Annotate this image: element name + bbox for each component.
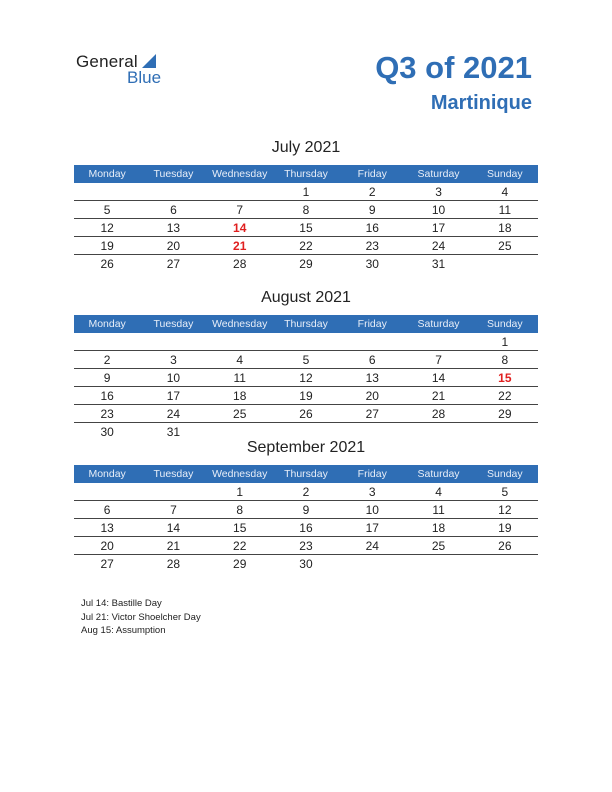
day-cell: 4 [435,485,442,499]
day-cell: 12 [299,371,313,385]
day-cell: 5 [302,353,310,367]
weekday-label: Wednesday [212,318,268,330]
weekday-label: Thursday [284,318,328,330]
day-cell: 19 [100,239,114,253]
page-subtitle: Martinique [430,92,532,114]
weekday-label: Sunday [487,468,523,480]
day-cell: 6 [368,353,376,367]
week-row [74,183,538,201]
day-cell: 14 [166,521,181,535]
holiday-notes [81,597,201,638]
day-cell: 20 [365,389,379,403]
day-cell: 17 [431,221,446,235]
weekday-label: Sunday [487,168,523,180]
day-cell: 31 [431,257,446,271]
day-cell [74,183,140,200]
day-cell: 2 [103,353,111,367]
day-cell [74,483,140,500]
day-cell: 27 [100,557,114,571]
weekday-header [74,465,538,483]
day-cell [273,333,339,350]
day-cell: 18 [431,521,446,535]
day-cell: 19 [498,521,512,535]
day-cell: 28 [166,557,181,571]
day-cell: 25 [498,239,512,253]
day-cell [472,255,538,272]
month-calendar-august [74,287,538,440]
day-cell: 24 [166,407,181,421]
day-cell: 5 [501,485,509,499]
day-cell: 15 [233,521,247,535]
day-cell: 21 [166,539,181,553]
day-cell: 18 [498,221,512,235]
week-row [74,333,538,351]
month-calendar-july [74,137,538,272]
page-title: Q3 of 2021 [375,50,532,85]
week-row [74,519,538,537]
holiday-note: Jul 21: Victor Shoelcher Day [81,611,201,623]
day-cell: 5 [103,203,111,217]
week-row [74,387,538,405]
day-cell: 13 [100,521,114,535]
weekday-label: Friday [357,168,387,180]
day-cell: 29 [498,407,512,421]
day-cell [405,555,471,572]
day-cell: 23 [100,407,114,421]
day-cell: 13 [166,221,181,235]
week-row [74,219,538,237]
month-title: July 2021 [271,139,341,156]
day-cell: 3 [170,353,177,367]
day-cell: 7 [170,503,177,517]
day-cell: 29 [299,257,313,271]
day-cell [207,183,273,200]
day-cell: 26 [299,407,313,421]
weekday-label: Wednesday [212,168,268,180]
day-cell: 4 [501,185,509,199]
day-cell: 16 [100,389,114,403]
day-cell: 14 [233,221,247,235]
day-cell: 28 [431,407,446,421]
day-cell: 21 [431,389,446,403]
weekday-label: Friday [357,318,387,330]
day-cell: 13 [365,371,379,385]
day-cell: 20 [100,539,114,553]
day-cell: 2 [368,185,376,199]
holiday-note: Aug 15: Assumption [81,625,166,636]
day-cell: 1 [302,185,310,199]
day-cell [339,333,405,350]
day-cell: 21 [233,239,247,253]
day-cell: 3 [368,485,376,499]
day-cell: 27 [365,407,379,421]
week-row [74,483,538,501]
day-cell: 31 [166,425,181,439]
day-cell: 23 [365,239,379,253]
logo-text-general: General [76,52,138,71]
day-cell: 20 [166,239,181,253]
day-cell: 15 [299,221,313,235]
month-calendar-september [74,437,538,572]
day-cell: 1 [236,485,244,499]
weekday-label: Thursday [284,468,328,480]
day-cell: 9 [302,503,310,517]
logo-triangle-icon [142,54,156,68]
day-cell: 9 [103,371,111,385]
day-cell: 26 [100,257,114,271]
day-cell: 25 [233,407,247,421]
day-cell [140,183,206,200]
day-cell: 24 [365,539,379,553]
day-cell: 8 [236,503,244,517]
week-row [74,501,538,519]
day-cell: 17 [365,521,379,535]
weekday-label: Tuesday [153,468,194,480]
day-cell: 12 [498,503,512,517]
logo [76,52,186,92]
day-cell: 28 [233,257,247,271]
holiday-note: Jul 14: Bastille Day [81,598,162,609]
day-cell: 16 [365,221,379,235]
day-cell: 4 [236,353,244,367]
day-cell: 25 [431,539,446,553]
day-cell: 12 [100,221,114,235]
day-cell: 3 [435,185,442,199]
day-cell: 27 [166,257,181,271]
week-row [74,255,538,272]
weekday-label: Saturday [417,468,460,480]
weekday-label: Saturday [417,318,460,330]
week-row [74,537,538,555]
weekday-label: Monday [88,168,126,180]
week-row [74,237,538,255]
day-cell: 29 [233,557,247,571]
weekday-label: Saturday [417,168,460,180]
day-cell: 10 [166,371,181,385]
day-cell: 8 [501,353,509,367]
day-cell: 26 [498,539,512,553]
day-cell: 11 [432,503,445,517]
day-cell: 30 [365,257,379,271]
day-cell [405,333,471,350]
day-cell: 18 [233,389,247,403]
day-cell: 6 [170,203,177,217]
weekday-header [74,165,538,183]
weekday-label: Monday [88,468,126,480]
day-cell [140,483,206,500]
day-cell: 30 [299,557,313,571]
day-cell [472,555,538,572]
week-row [74,201,538,219]
day-cell: 17 [166,389,181,403]
day-cell: 19 [299,389,313,403]
weekday-label: Sunday [487,318,523,330]
day-cell: 1 [501,335,509,349]
day-cell: 22 [233,539,247,553]
day-cell: 11 [498,203,512,217]
weekday-label: Monday [88,318,126,330]
weekday-label: Friday [357,468,387,480]
day-cell: 16 [299,521,313,535]
day-cell: 10 [431,203,446,217]
day-cell: 8 [302,203,310,217]
day-cell: 14 [431,371,446,385]
day-cell: 9 [368,203,376,217]
day-cell: 30 [100,425,114,439]
logo-text-blue: Blue [127,68,162,87]
day-cell [207,333,273,350]
day-cell: 15 [498,371,512,385]
weekday-label: Tuesday [153,168,194,180]
day-cell: 2 [302,485,310,499]
weekday-label: Tuesday [153,318,194,330]
day-cell [74,333,140,350]
day-cell: 24 [431,239,446,253]
day-cell: 22 [498,389,512,403]
week-row [74,351,538,369]
weekday-label: Thursday [284,168,328,180]
day-cell: 7 [236,203,244,217]
weekday-label: Wednesday [212,468,268,480]
week-row [74,405,538,423]
day-cell: 11 [233,371,246,385]
week-row [74,555,538,572]
month-title: August 2021 [261,289,351,306]
weekday-header [74,315,538,333]
day-cell: 7 [435,353,442,367]
day-cell: 22 [299,239,313,253]
month-title: September 2021 [246,439,366,456]
day-cell: 6 [103,503,111,517]
week-row [74,369,538,387]
day-cell: 23 [299,539,313,553]
day-cell [140,333,206,350]
day-cell: 10 [365,503,379,517]
day-cell [339,555,405,572]
